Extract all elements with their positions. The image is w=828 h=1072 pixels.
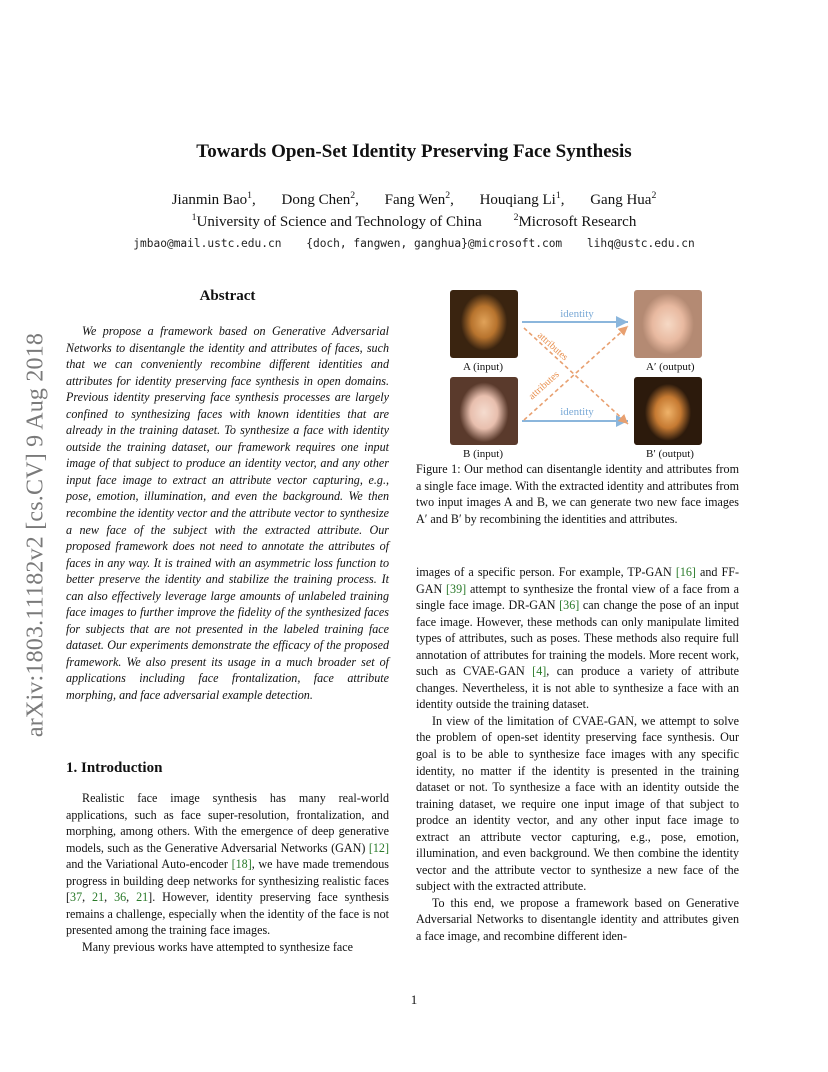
text-run: Realistic face image synthesis has many real-world applications, such as face super-resolution, frontalization, and morphing, among others. With the emergence of deep generative models, such as the Generative Adversarial Networks (GAN) [66, 791, 389, 855]
affiliation: $^1$University of Science and Technology of China [191, 212, 482, 230]
attributes-label-2: attributes [526, 369, 562, 403]
abstract-paragraph: We propose a framework based on Generative Adversarial Networks to disentangle the identity and attributes of faces, such that we can conveniently recombine different identities and attributes for identity preserving face synthesis in open domains. Previous identity preserving face synthesis processes are largely confined to synthesizing faces with known identities that are already in the training dataset. To synthesize a face with identity outside the training dataset, our framework requires one input image of that subject to produce an identity vector, and any other input face image to extract an attribute vector capturing, e.g., pose, emotion, illumination, and even the background. We then recombine the identity vector and the attribute vector to synthesize a new face of the subject with the extracted attribute. Our proposed framework does not need to annotate the attributes of faces in any way. It is trained with an asymmetric loss function to better preserve the identity and stabilize the training process. It can also effectively leverage large amounts of unlabeled training face images to further improve the fidelity of the synthesized faces for subjects that are not presented in the labeled training face dataset. Our experiments demonstrate the efficacy of the proposed framework. We also present its usage in a much broader set of applications including face frontalization, face attribute morphing, and face adversarial example detection. [66, 324, 389, 703]
identity-label-bottom: identity [560, 406, 594, 418]
paper-title: Towards Open-Set Identity Preserving Face Synthesis [196, 141, 632, 162]
citation-link[interactable]: 21 [136, 890, 149, 905]
author: Dong Chen$^2$, [281, 190, 359, 208]
attributes-label-1: attributes [534, 330, 571, 364]
text-run: and FF-GAN [416, 565, 739, 596]
figure-1 [416, 284, 739, 460]
introduction-body [66, 790, 389, 955]
right-paragraph-1 [416, 564, 739, 713]
author: Jianmin Bao$^1$, [171, 190, 256, 208]
citation-link[interactable]: [39] [446, 581, 467, 596]
author: Gang Hua$^2$ [590, 190, 657, 208]
text-run: , we have made tremendous progress in building deep networks for synthesizing realistic faces [ [66, 857, 389, 905]
right-paragraph-3: To this end, we propose a framework based on Generative Adversarial Networks to disentangle identity and attributes given a face image, and recombine different iden- [416, 895, 739, 944]
label-b-input: B (input) [463, 448, 504, 460]
section-heading-introduction: 1. Introduction [66, 760, 163, 776]
citation-link[interactable]: 37 [70, 890, 83, 905]
text-run: , [104, 890, 115, 905]
email: {doch, fangwen, ganghua}@microsoft.com [306, 237, 563, 250]
figure-1-caption: Figure 1: Our method can disentangle identity and attributes from a single face image. With the extracted identity and attributes from two input images A and B, we can generate two new face images A′ and B′ by recombining the identities and attributes. [416, 462, 739, 526]
text-run: ]. However, identity preserving face synthesis remains a challenge, especially when the identity of the face is not presented among the training face images. [66, 890, 390, 938]
author: Fang Wen$^2$, [384, 190, 454, 208]
right-paragraph-2: In view of the limitation of CVAE-GAN, we attempt to solve the problem of open-set identity preserving face synthesis. Our goal is to be able to synthesize face images with any specific identity, no matter if the identity is presented in the training dataset or not. To synthesize a face with an identity outside the training dataset, we require one input image of that subject to prodce an identity vector, and any other input face image to extract an attribute vector capturing, e.g., pose, emotion, illumination, and even background. We then combine the identity vector and the attribute vector to synthesize a new face of the subject with the extracted attribute. [416, 713, 739, 894]
label-b-prime-output: B′ (output) [646, 448, 694, 460]
label-a-input: A (input) [463, 361, 504, 373]
intro-paragraph-1 [66, 790, 389, 939]
citation-link[interactable]: [18] [231, 857, 252, 872]
citation-link[interactable]: 21 [92, 890, 105, 905]
text-run: , can produce a variety of attribute changes. Nevertheless, it is not able to synthesize a face with an identity outside the training dataset. [416, 664, 740, 712]
page-number: 1 [410, 992, 418, 1007]
email: jmbao@mail.ustc.edu.cn [133, 237, 282, 250]
citation-link[interactable]: [16] [675, 565, 696, 579]
affiliation: $^2$Microsoft Research [513, 212, 637, 230]
citation-link[interactable]: [36] [559, 598, 580, 613]
author: Houqiang Li$^1$, [479, 190, 565, 208]
citation-link[interactable]: [12] [368, 840, 389, 855]
identity-label-top: identity [560, 308, 594, 320]
author-list [0, 192, 828, 209]
label-a-prime-output: A′ (output) [646, 361, 695, 373]
abstract-body [66, 323, 389, 704]
text-run: attempt to synthesize the frontal view of a face from a single face image. DR-GAN [416, 581, 740, 613]
text-run: , [82, 890, 93, 905]
email-list [0, 237, 828, 250]
citation-link[interactable]: [4] [532, 664, 547, 679]
text-run: , [126, 890, 137, 905]
abstract-heading: Abstract [199, 288, 256, 304]
affiliations [0, 214, 828, 231]
text-run: can change the pose of an input face image. However, these methods can only manipulate limited types of attributes, such as poses. These methods also require full annotation of attributes for training the models. More recent work, such as CVAE-GAN [416, 598, 740, 679]
email: lihq@ustc.edu.cn [586, 237, 695, 250]
text-run: and the Variational Auto-encoder [66, 857, 232, 872]
intro-paragraph-2: Many previous works have attempted to synthesize face [82, 939, 354, 954]
text-run: images of a specific person. For example, TP-GAN [416, 565, 676, 579]
citation-link[interactable]: 36 [114, 890, 127, 905]
right-column-body [416, 564, 739, 945]
